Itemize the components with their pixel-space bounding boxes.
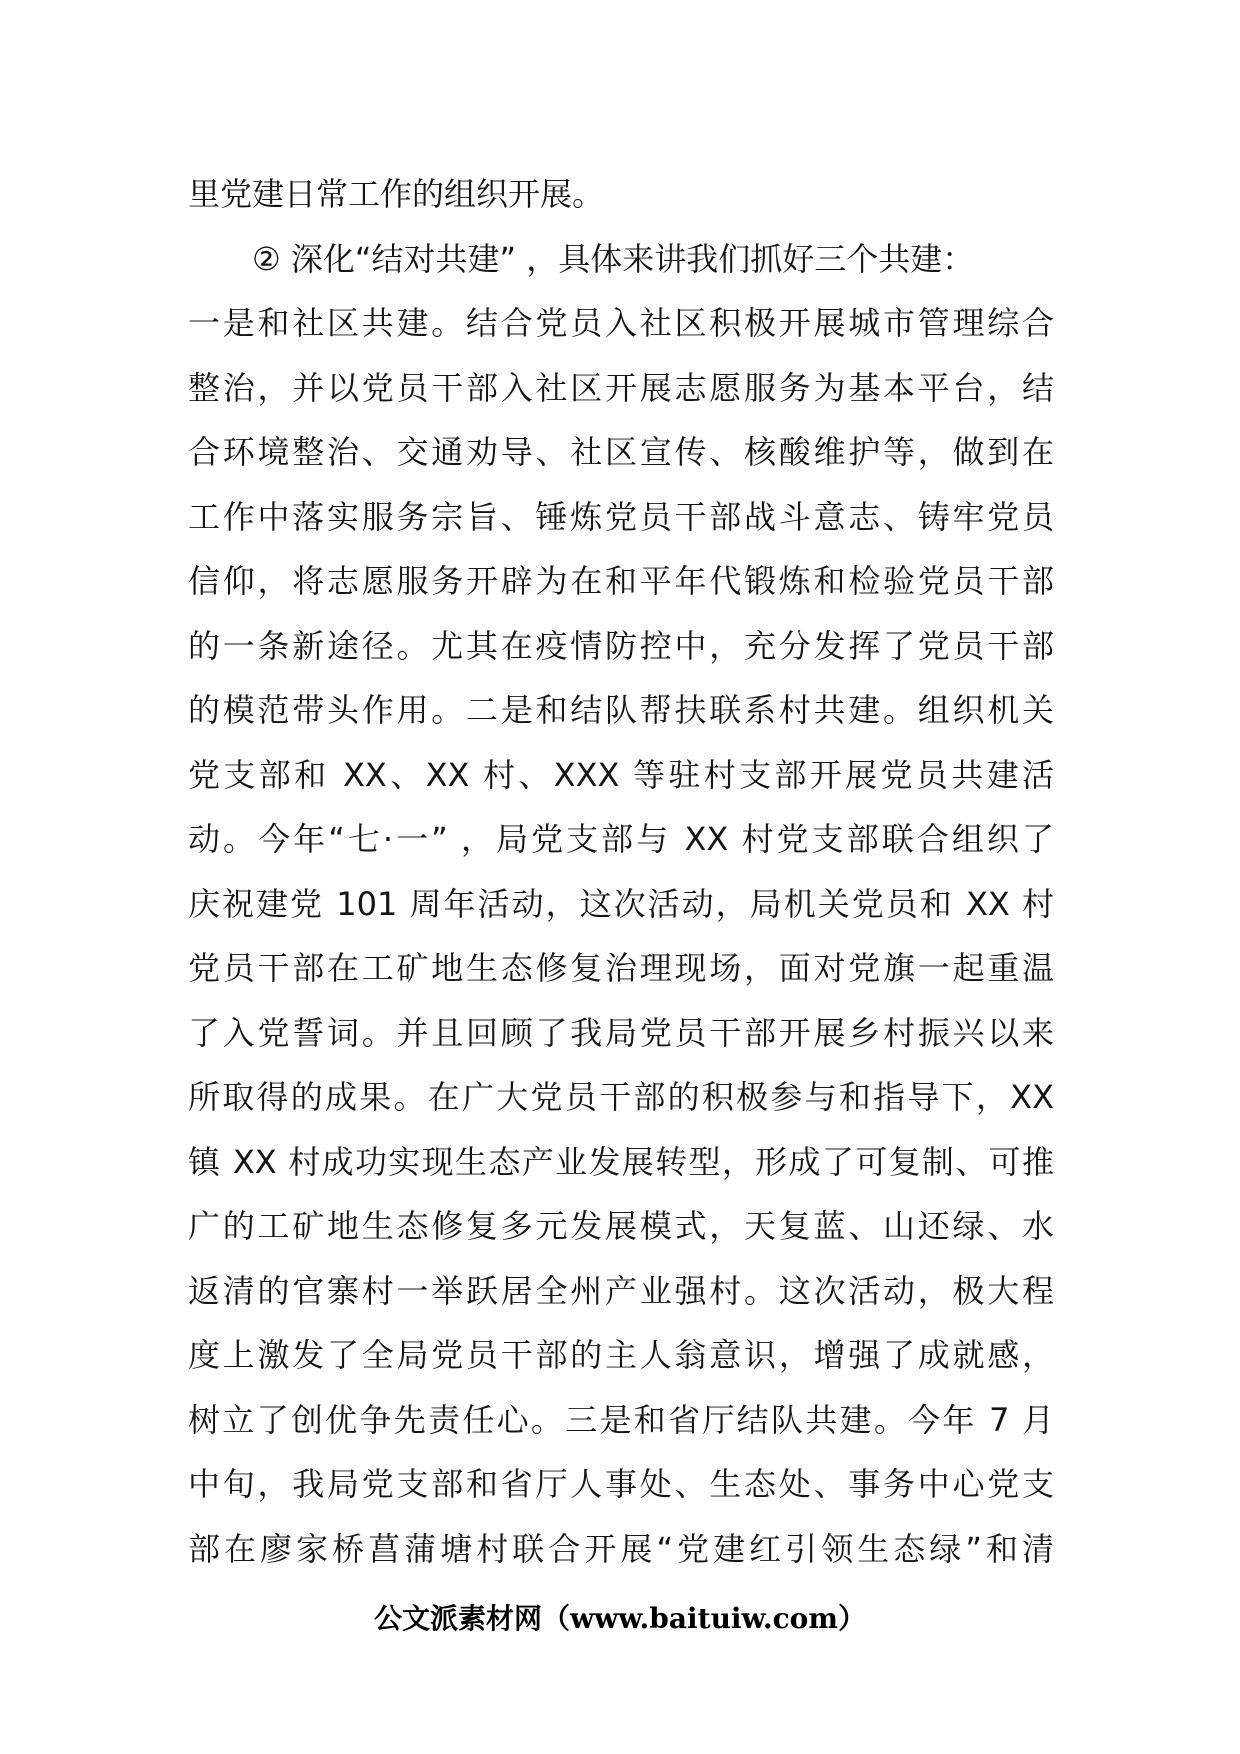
text-line-1: 里党建日常工作的组织开展。 <box>188 175 605 213</box>
text-line-5: 合环境整治、交通劝导、社区宣传、核酸维护等，做到在 <box>188 433 1054 471</box>
text-line-13: 党员干部在工矿地生态修复治理现场，面对党旗一起重温 <box>188 949 1054 987</box>
text-line-10: 党支部和 XX、XX 村、XXX 等驻村支部开展党员共建活 <box>188 755 1054 794</box>
text-line-19: 度上激发了全局党员干部的主人翁意识，增强了成就感， <box>188 1336 1054 1374</box>
text-line-14: 了入党誓词。并且回顾了我局党员干部开展乡村振兴以来 <box>188 1013 1054 1052</box>
text-line-22: 部在廖家桥菖蒲塘村联合开展“党建红引领生态绿”和清 <box>188 1529 1054 1568</box>
text-line-6: 工作中落实服务宗旨、锤炼党员干部战斗意志、铸牢党员 <box>188 497 1054 536</box>
text-line-16: 镇 XX 村成功实现生态产业发展转型，形成了可复制、可推 <box>188 1142 1054 1181</box>
text-line-17: 广的工矿地生态修复多元发展模式，天复蓝、山还绿、水 <box>188 1207 1054 1245</box>
text-line-3: 一是和社区共建。结合党员入社区积极开展城市管理综合 <box>188 304 1054 342</box>
text-line-9: 的模范带头作用。二是和结队帮扶联系村共建。组织机关 <box>188 691 1054 729</box>
text-line-15: 所取得的成果。在广大党员干部的积极参与和指导下，XX <box>188 1078 1054 1116</box>
text-line-18: 返清的官寨村一举跃居全州产业强村。这次活动，极大程 <box>188 1271 1054 1310</box>
footer-watermark: 公文派素材网（www.baituiw.com） <box>374 1602 866 1635</box>
text-line-20: 树立了创优争先责任心。三是和省厅结队共建。今年 7 月 <box>188 1400 1054 1439</box>
text-line-12: 庆祝建党 101 周年活动，这次活动，局机关党员和 XX 村 <box>188 884 1054 923</box>
body-text <box>188 162 1054 1581</box>
text-line-7: 信仰，将志愿服务开辟为在和平年代锻炼和检验党员干部 <box>188 562 1054 600</box>
text-line-4: 整治，并以党员干部入社区开展志愿服务为基本平台，结 <box>188 368 1054 407</box>
text-line-11: 动。今年“七·一” ，局党支部与 XX 村党支部联合组织了 <box>188 820 1054 858</box>
text-line-8: 的一条新途径。尤其在疫情防控中，充分发挥了党员干部 <box>188 626 1054 665</box>
text-line-2: ② 深化“结对共建” ，具体来讲我们抓好三个共建： <box>252 239 975 278</box>
text-line-21: 中旬，我局党支部和省厅人事处、生态处、事务中心党支 <box>188 1465 1054 1503</box>
